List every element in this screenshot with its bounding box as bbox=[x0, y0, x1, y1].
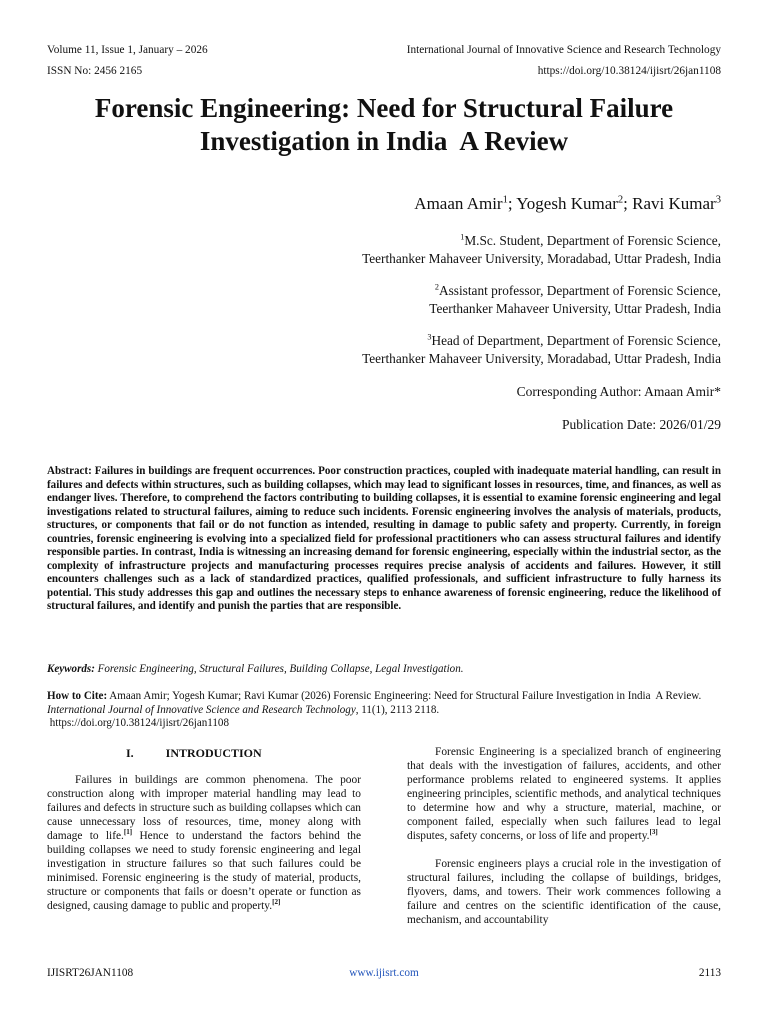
intro-paragraph-3: Forensic engineers plays a crucial role in the investigation of structural failures, including the collapse of buildings, bridges, flyovers, dams, and towers. Their work commences following a failure and centres on the scientific identification of the cause, mechanism, and accountability bbox=[407, 858, 721, 926]
section-number: I. bbox=[126, 746, 134, 760]
affiliation-3: $^3$Head of Department, Department of Forensic Science, Teerthanker Mahaveer University, Moradabad, Uttar Pradesh, India bbox=[362, 332, 721, 366]
title-line-1: Forensic Engineering: Need for Structural Failure bbox=[94, 93, 674, 123]
title-line-2: Investigation in India A Review bbox=[199, 126, 569, 156]
footer-page-number: 2113 bbox=[698, 967, 721, 979]
author-list bbox=[414, 193, 721, 215]
footer-website-link[interactable]: www.ijisrt.com bbox=[349, 967, 419, 979]
citation bbox=[47, 690, 721, 731]
citation-label: How to Cite: bbox=[47, 690, 108, 702]
header-doi-link[interactable]: https://doi.org/10.38124/ijisrt/26jan1108 bbox=[537, 65, 721, 77]
section-heading bbox=[126, 746, 262, 760]
footer-paper-id: IJISRT26JAN1108 bbox=[47, 967, 134, 979]
author-1: Amaan Amir$^1$; bbox=[414, 194, 517, 213]
citation-volume: , 11(1), 2113 2118. bbox=[355, 703, 440, 716]
abstract-text: Failures in buildings are frequent occurrences. Poor construction practices, coupled with inadequate material handling, can result in failures and defects within structures, such as building collapses, which may lead to significant losses in resources, time, and finances, as well as endanger lives. Therefore, to comprehend the factors contributing to building collapses, it is essential to examine forensic engineering and legal investigations related to structural failures, aiming to reduce such incidents. Forensic engineering involves the analysis of materials, products, structures, or components that fail or do not function as intended, resulting in damage to public safety and property. Currently, in foreign countries, forensic engineering is evolving into a specialized field for professional practitioners who can assess structural failures and identify responsible parties. In contrast, India is witnessing an increasing demand for forensic engineering, especially within the industrial sector, as the complexity of infrastructure projects and manufacturing processes requires precise analysis of accidents and failures. However, it still encounters challenges such as a lack of standardized practices, qualified professionals, and sufficient infrastructure to fully harness its potential. This study addresses this gap and outlines the necessary steps to enhance awareness of forensic engineering, reduce the likelihood of structural failures, and identify and punish the parties that are responsible. bbox=[47, 465, 721, 612]
affiliation-2: $^2$Assistant professor, Department of Forensic Science, Teerthanker Mahaveer University, Uttar Pradesh, India bbox=[429, 282, 721, 316]
left-column bbox=[47, 773, 361, 913]
publication-date: Publication Date: 2026/01/29 bbox=[562, 417, 721, 432]
affiliation-1: $^1$M.Sc. Student, Department of Forensic Science, Teerthanker Mahaveer University, Moradabad, Uttar Pradesh, India bbox=[362, 232, 721, 266]
abstract bbox=[47, 465, 721, 614]
abstract-label: Abstract: bbox=[47, 465, 92, 477]
citation-doi-link[interactable]: https://doi.org/10.38124/ijisrt/26jan1108 bbox=[49, 717, 229, 729]
header-journal: International Journal of Innovative Science and Research Technology bbox=[406, 44, 721, 56]
author-3: Ravi Kumar$^3$ bbox=[632, 194, 721, 213]
intro-paragraph-1: Failures in buildings are common phenomena. The poor construction along with improper material handling may lead to failures and defects in structure such as building collapses which can cause unnecessary loss of resources, time, money along with damage to life.[1] Hence to understand the factors behind the building collapses we need to study forensic engineering and legal investigation in structure failures so that such failures could be minimised. Forensic engineering is the study of material, products, structure or components that fails or doesn’t operate or function as designed, causing damage to public and property.[2] bbox=[47, 774, 362, 912]
section-title: INTRODUCTION bbox=[165, 746, 262, 760]
keywords-text: Forensic Engineering, Structural Failures, Building Collapse, Legal Investigation. bbox=[97, 663, 464, 675]
header-volume: Volume 11, Issue 1, January – 2026 bbox=[47, 44, 208, 56]
intro-paragraph-2: Forensic Engineering is a specialized branch of engineering that deals with the investigation of failures, accidents, and other performance problems related to engineered systems. It applies engineering principles, scientific methods, and analytical techniques to determine how and why a structure, material, machine, or component failed, especially when such failures lead to legal disputes, safety concerns, or loss of life and property.[3] bbox=[407, 746, 721, 842]
right-column bbox=[407, 745, 721, 927]
citation-journal: International Journal of Innovative Science and Research Technology bbox=[47, 703, 356, 716]
header-issn: ISSN No: 2456 2165 bbox=[47, 65, 143, 77]
citation-ref-3[interactable]: [3] bbox=[649, 828, 658, 837]
paper-title bbox=[20, 92, 748, 158]
author-2: Yogesh Kumar$^2$; bbox=[516, 194, 633, 213]
keywords-label: Keywords: bbox=[47, 663, 95, 675]
citation-ref-1[interactable]: [1] bbox=[123, 828, 133, 837]
citation-ref-2[interactable]: [2] bbox=[272, 898, 281, 907]
corresponding-author: Corresponding Author: Amaan Amir* bbox=[516, 384, 721, 399]
keywords bbox=[47, 663, 721, 677]
citation-text: Amaan Amir; Yogesh Kumar; Ravi Kumar (2026) Forensic Engineering: Need for Structural Failure Investigation in India A Review. bbox=[109, 690, 702, 702]
